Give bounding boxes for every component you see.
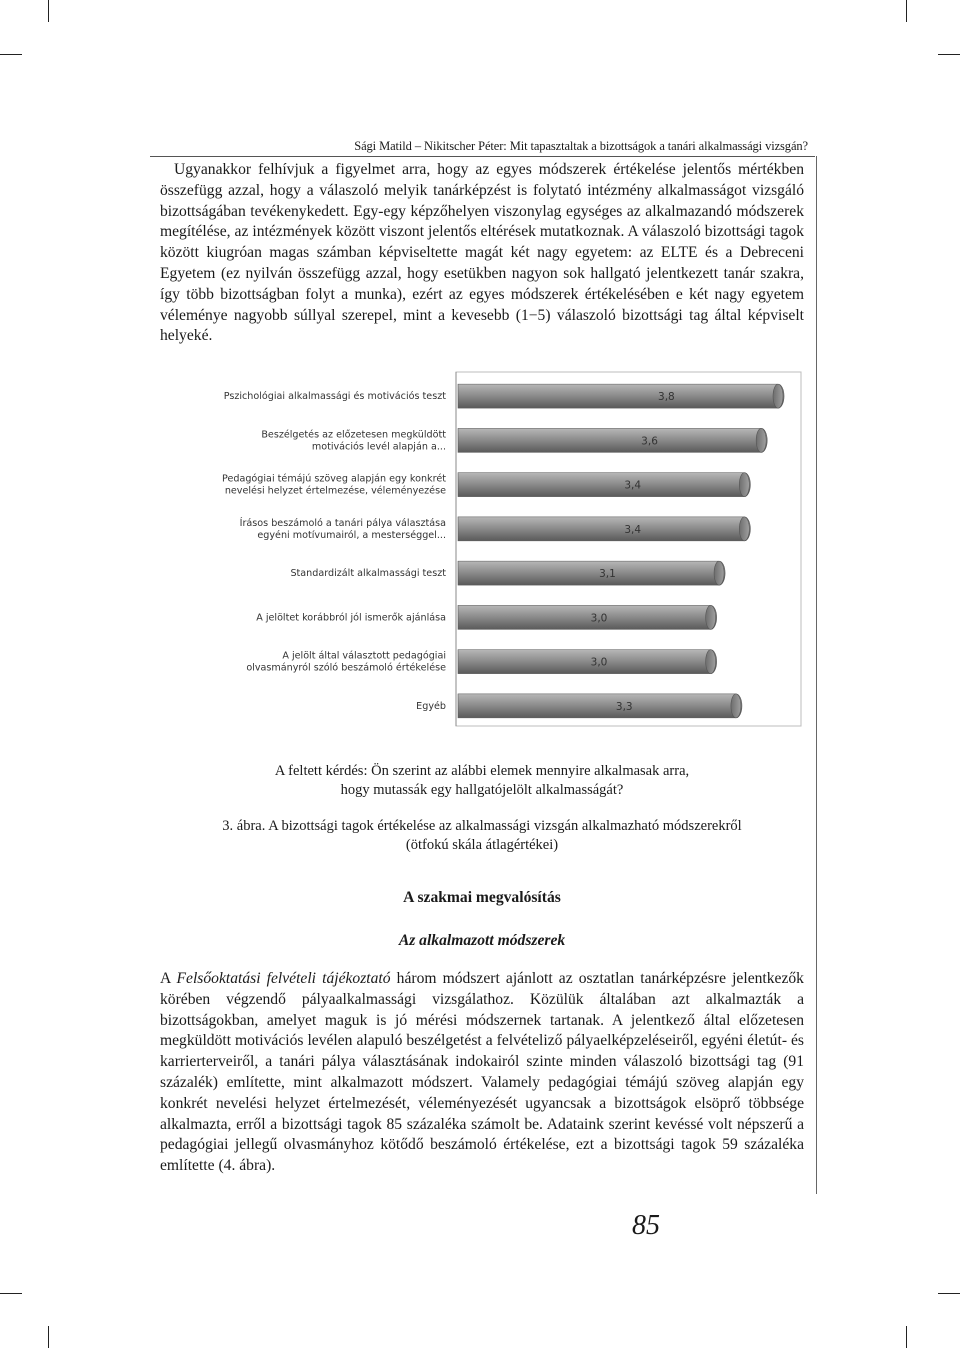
category-label: Egyéb: [416, 700, 446, 712]
bar-end-cap: [773, 384, 783, 408]
bar: [458, 473, 750, 497]
bar-group: [458, 605, 717, 629]
bar-series: [458, 384, 784, 718]
body-text-lead: A: [160, 970, 177, 987]
category-label: A jelöltet korábbról jól ismerők ajánlása: [256, 612, 446, 624]
bar-end-cap: [756, 428, 766, 452]
crop-mark-left-bottom: [0, 1293, 22, 1294]
category-label: Pedagógiai témájú szöveg alapján egy konkrét: [222, 473, 446, 485]
bar: [458, 650, 717, 674]
figure-caption-line: 3. ábra. A bizottsági tagok értékelése az alkalmassági vizsgán alkalmazható módszerekről: [222, 818, 742, 834]
bar-group: [458, 650, 717, 674]
body-paragraph: [160, 969, 804, 1177]
value-label: 3,6: [641, 435, 658, 448]
category-label: Beszélgetés az előzetesen megküldött: [261, 429, 446, 441]
value-label: 3,4: [624, 523, 642, 536]
bar-end-cap: [739, 473, 749, 497]
margin-rule: [816, 156, 817, 1194]
crop-mark-top-left: [48, 0, 49, 22]
intro-paragraph: Ugyanakkor felhívjuk a figyelmet arra, hogy az egyes módszerek értékelése jelentős mértékben összefügg azzal, hogy a válaszoló melyik tanárképzést is folytató intézmény alkalmasságot vizsgáló bizottságában tevékenykedett. Egy-egy képzőhelyen viszonylag egységes az alkalmazandó módszerek megítélése, az intézmények között viszont jelentős eltérések mutatkoznak. A válaszoló bizottsági tagok között kiugróan magas számban képviseltette magát két nagy egyetem: az ELTE és a Debreceni Egyetem (ez nyilván összefügg azzal, hogy esetükben nagyon sok hallgató jelentkezett tanár szakra, így több bizottságban folyt a munka), ezért az egyes módszerek értékelésében e két nagy egyetem véleménye nagyobb súllyal szerepel, mint a kevesebb (1−5) válaszoló bizottsági tag által képviselt helyeké.: [160, 161, 804, 345]
section-title: A szakmai megvalósítás: [403, 889, 561, 906]
category-label: Írásos beszámoló a tanári pálya választása: [239, 517, 446, 529]
crop-mark-right-top: [938, 54, 960, 55]
header-rule: [150, 156, 815, 157]
value-label: 3,1: [599, 568, 616, 581]
subsection-title: Az alkalmazott módszerek: [398, 932, 566, 949]
chart-question: [160, 762, 804, 799]
value-label: 3,4: [624, 479, 642, 492]
value-label: 3,8: [658, 391, 675, 404]
bar: [458, 694, 742, 718]
bar-end-cap: [714, 561, 724, 585]
publication-title: Felsőoktatási felvételi tájékoztató: [176, 970, 391, 987]
bar-group: [458, 517, 750, 541]
intro-text: [160, 160, 804, 347]
bar-group: [458, 428, 767, 452]
bar-group: [458, 561, 725, 585]
bar-end-cap: [706, 605, 716, 629]
bar-end-cap: [739, 517, 749, 541]
question-line: A feltett kérdés: Ön szerint az alábbi elemek mennyire alkalmasak arra,: [274, 763, 690, 779]
value-label: 3,0: [590, 656, 608, 669]
category-label: Pszichológiai alkalmassági és motivációs teszt: [223, 391, 446, 403]
crop-mark-right-bottom: [938, 1293, 960, 1294]
category-label: olvasmányról szóló beszámoló értékelése: [246, 662, 446, 674]
category-label: motivációs levél alapján a...: [311, 441, 446, 453]
category-label: Standardizált alkalmassági teszt: [290, 568, 446, 580]
bar-group: [458, 473, 750, 497]
value-label: 3,0: [590, 612, 608, 625]
category-labels: [222, 390, 446, 712]
value-label: 3,3: [615, 700, 633, 713]
category-label: egyéni motívumairól, a mesterséggel...: [257, 529, 446, 541]
category-label: nevelési helyzet értelmezése, véleményezése: [224, 485, 446, 497]
bar-chart: [160, 370, 804, 750]
figure-caption: [160, 817, 804, 854]
bar: [458, 428, 767, 452]
bar-group: [458, 694, 742, 718]
running-head: Sági Matild – Nikitscher Péter: Mit tapasztaltak a bizottságok a tanári alkalmassági vizsgán?: [354, 139, 808, 153]
bar: [458, 561, 725, 585]
bar-end-cap: [731, 694, 741, 718]
crop-mark-top-right: [906, 0, 907, 22]
bar-chart-svg: [160, 370, 804, 750]
crop-mark-bottom-left: [48, 1326, 49, 1348]
bar: [458, 517, 750, 541]
page-number: 85: [632, 1210, 660, 1241]
question-line: hogy mutassák egy hallgatójelölt alkalmasságát?: [340, 781, 624, 798]
bar: [458, 605, 717, 629]
figure-caption-line: (ötfokú skála átlagértékei): [405, 836, 559, 853]
crop-mark-bottom-right: [906, 1326, 907, 1348]
category-label: A jelölt által választott pedagógiai: [282, 650, 446, 662]
body-text-rest: három módszert ajánlott az osztatlan tanárképzésre jelentkezők körében végzendő pályaalkalmassági vizsgálathoz. Közülük általában azt alkalmazták a bizottságokban, amelyet maguk is jó mérési módszernek tartanak. A jelentkező által előzetesen megküldött motivációs levélen alapuló beszélgetést a felvételiző pályaelképzeléseiről, egyéni életút- és karrierterveiről, a tanári pálya választásának indokairól szinte minden válaszoló bizottsági tag (91 százalék) említette, mint alkalmazott módszert. Valamely pedagógiai témájú szöveg alapján egy konkrét nevelési helyzet értelmezését, véleményezését ugyancsak a bizottságok elsöprő többsége alkalmazta, erről a bizottsági tagok 85 százaléka számolt be. Adataink szerint kevéssé volt népszerű a pedagógiai jellegű olvasmányhoz kötődő beszámoló értékelése, ezt a bizottsági tagok 59 százaléka említette (4. ábra).: [160, 970, 804, 1175]
body-text: [160, 969, 804, 1177]
bar: [458, 384, 784, 408]
bar-end-cap: [706, 650, 716, 674]
bar-group: [458, 384, 784, 408]
crop-mark-left-top: [0, 54, 22, 55]
